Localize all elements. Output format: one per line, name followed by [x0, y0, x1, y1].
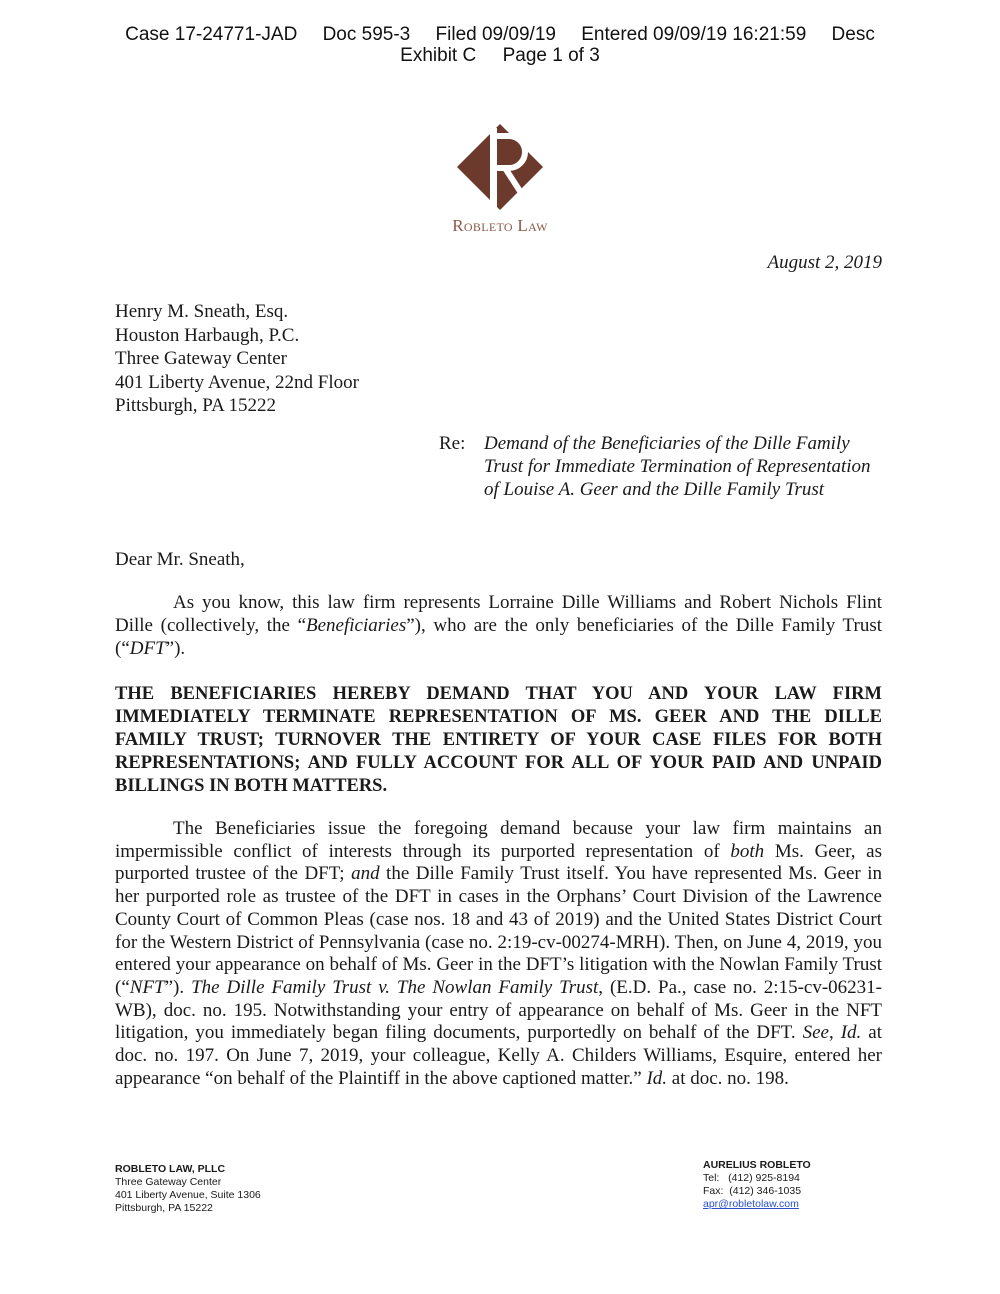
addressee-line: Pittsburgh, PA 15222	[115, 395, 277, 416]
text-run-italic: Id.	[646, 1067, 668, 1089]
footer-address-line: Pittsburgh, PA 15222	[115, 1202, 213, 1214]
text-run-italic: NFT	[129, 976, 165, 998]
footer-fax: Fax: (412) 346-1035	[703, 1185, 802, 1197]
footer-tel: Tel: (412) 925-8194	[703, 1172, 800, 1184]
re-label: Re:	[439, 433, 466, 454]
text-run: ”), who are the only beneficiaries of the Dille Family Trust (“	[115, 615, 882, 659]
footer-firm-address	[115, 1163, 261, 1215]
case-number: Case 17-24771-JAD	[125, 24, 298, 45]
text-run: ”).	[165, 638, 186, 659]
entered-date: Entered 09/09/19 16:21:59	[581, 24, 807, 45]
text-run-italic: Beneficiaries	[306, 615, 407, 636]
footer-email-link[interactable]: apr@robletolaw.com	[703, 1198, 799, 1210]
text-run: Ms. Geer, as purported trustee of the DFT;	[115, 840, 882, 885]
filed-date: Filed 09/09/19	[435, 24, 556, 45]
addressee-line: 401 Liberty Avenue, 22nd Floor	[115, 371, 359, 393]
footer-attorney-name: AURELIUS ROBLETO	[703, 1159, 811, 1171]
addressee-line: Henry M. Sneath, Esq.	[115, 301, 289, 322]
text-run-italic: Id.	[840, 1022, 862, 1044]
text-run-italic: The Dille Family Trust v. The Nowlan Family Trust	[191, 976, 599, 998]
robleto-law-logo-icon	[455, 122, 545, 212]
footer-address-line: Three Gateway Center	[115, 1176, 222, 1188]
letter-date: August 2, 2019	[767, 252, 882, 273]
text-run-italic: both	[730, 840, 765, 862]
addressee-line: Houston Harbaugh, P.C.	[115, 324, 300, 346]
text-run: at doc. no. 198.	[667, 1067, 789, 1089]
text-run: the Dille Family Trust itself. You have represented Ms. Geer in her purported role as trustee of the DFT in cases in the Orphans’ Court Division of the Lawrence County Court of Common Pleas (case nos. 18 and 43 of 2019) and the United States District Court for the Western District of Pennsylvania (case no. 2:19-cv-00274-MRH). Then, on June 4, 2019, you entered your appearance on behalf of Ms. Geer in the DFT’s litigation with the Nowlan Family Trust (“	[115, 863, 882, 998]
text-run-italic: DFT	[129, 638, 166, 659]
text-run: at doc. no. 197. On June 7, 2019, your colleague, Kelly A. Childers Williams, Esquire, entered her appearance “on behalf of the Plaintiff in the above captioned matter.”	[115, 1022, 882, 1089]
footer-address-line: 401 Liberty Avenue, Suite 1306	[115, 1189, 261, 1201]
exhibit-label: Exhibit C	[400, 45, 477, 66]
re-subject: Demand of the Beneficiaries of the Dille Family Trust for Immediate Termination of Representation of Louise A. Geer and the Dille Family Trust	[484, 433, 871, 500]
text-run: The Beneficiaries issue the foregoing demand because your law firm maintains an impermissible conflict of interests through its purported representation of	[115, 818, 882, 862]
text-run: ,	[828, 1022, 841, 1044]
court-filing-header	[0, 24, 1000, 66]
firm-name	[0, 216, 1000, 236]
text-run: ”).	[164, 976, 192, 998]
conflict-paragraph	[115, 818, 882, 1090]
footer-firm-name: ROBLETO LAW, PLLC	[115, 1163, 226, 1175]
text-run: As you know, this law firm represents Lorraine Dille Williams and Robert Nichols Flint Dille (collectively, the “	[115, 592, 882, 636]
text-run-italic: See	[802, 1022, 829, 1044]
demand-paragraph: THE BENEFICIARIES HEREBY DEMAND THAT YOU AND YOUR LAW FIRM IMMEDIATELY TERMINATE REPRESENTATION OF MS. GEER AND THE DILLE FAMILY TRUST; TURNOVER THE ENTIRETY OF YOUR CASE FILES FOR BOTH REPRESENTATIONS; AND FULLY ACCOUNT FOR ALL OF YOUR PAID AND UNPAID BILLINGS IN BOTH MATTERS.	[115, 684, 882, 796]
doc-number: Doc 595-3	[322, 24, 411, 45]
addressee-line: Three Gateway Center	[115, 348, 287, 369]
text-run: , (E.D. Pa., case no. 2:15-cv-06231-WB), doc. no. 195. Notwithstanding your entry of appearance on behalf of Ms. Geer in the NFT litigation, you immediately began filing documents, purportedly on behalf of the DFT.	[115, 976, 882, 1044]
intro-paragraph	[115, 591, 882, 660]
page-indicator: Page 1 of 3	[502, 45, 600, 66]
footer-contact	[703, 1159, 811, 1211]
salutation: Dear Mr. Sneath,	[115, 549, 245, 570]
addressee-block	[115, 300, 359, 418]
text-run-italic: and	[351, 863, 380, 885]
firm-name-text: Robleto Law	[452, 216, 548, 235]
desc-label: Desc	[831, 24, 875, 45]
